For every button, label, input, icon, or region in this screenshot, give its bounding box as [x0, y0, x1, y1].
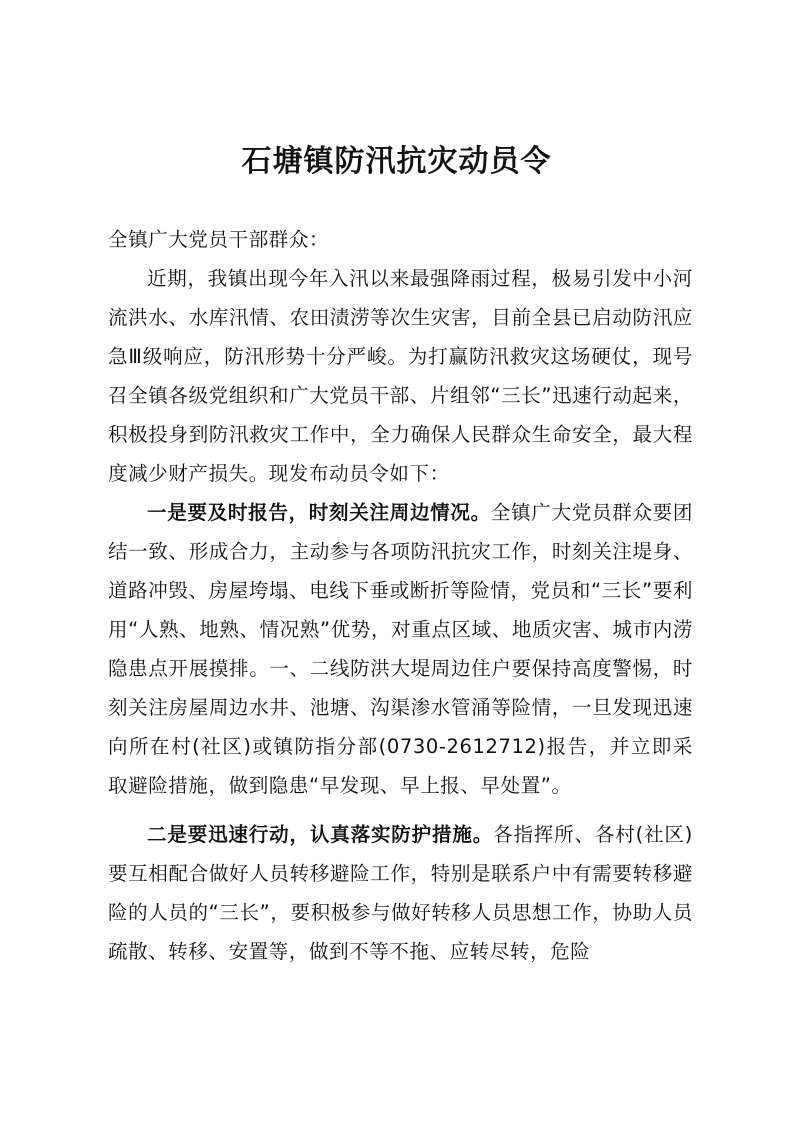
paragraph-lead: 一是要及时报告，时刻关注周边情况。	[147, 501, 491, 524]
paragraph-text: 全镇广大党员群众要团结一致、形成合力，主动参与各项防汛抗灾工作，时刻关注堤身、道路冲毁、房屋垮塌、电线下垂或断折等险情，党员和“三长”要利用“人熟、地熟、情况熟”优势，对重点区域、地质灾害、城市内涝隐患点开展摸排。一、二线防洪大堤周边住户要保持高度警惕，时刻关注房屋周边水井、池塘、沟渠渗水管涌等险情，一旦发现迅速向所在村(社区)或镇防指分部(0730-2612712)报告，并立即采取避险措施，做到隐患“早发现、早上报、早处置”。	[108, 501, 693, 797]
paragraph-intro	[108, 259, 693, 493]
document-body	[108, 220, 693, 971]
paragraph-item-1	[108, 493, 693, 805]
salutation: 全镇广大党员干部群众：	[108, 228, 330, 251]
document-title: 石塘镇防汛抗灾动员令	[241, 144, 552, 179]
paragraph-text: 各指挥所、各村(社区)要互相配合做好人员转移避险工作，特别是联系户中有需要转移避险的人员的“三长”，要积极参与做好转移人员思想工作，协助人员疏散、转移、安置等，做到不等不拖、应转尽转，危险	[108, 823, 693, 963]
paragraph-item-2	[108, 815, 693, 971]
paragraph-text: 近期，我镇出现今年入汛以来最强降雨过程，极易引发中小河流洪水、水库汛情、农田渍涝等次生灾害，目前全县已启动防汛应急Ⅲ级响应，防汛形势十分严峻。为打赢防汛救灾这场硬仗，现号召全镇各级党组织和广大党员干部、片组邻“三长”迅速行动起来，积极投身到防汛救灾工作中，全力确保人民群众生命安全，最大程度减少财产损失。现发布动员令如下：	[108, 267, 693, 485]
paragraph-lead: 二是要迅速行动，认真落实防护措施。	[147, 823, 494, 846]
